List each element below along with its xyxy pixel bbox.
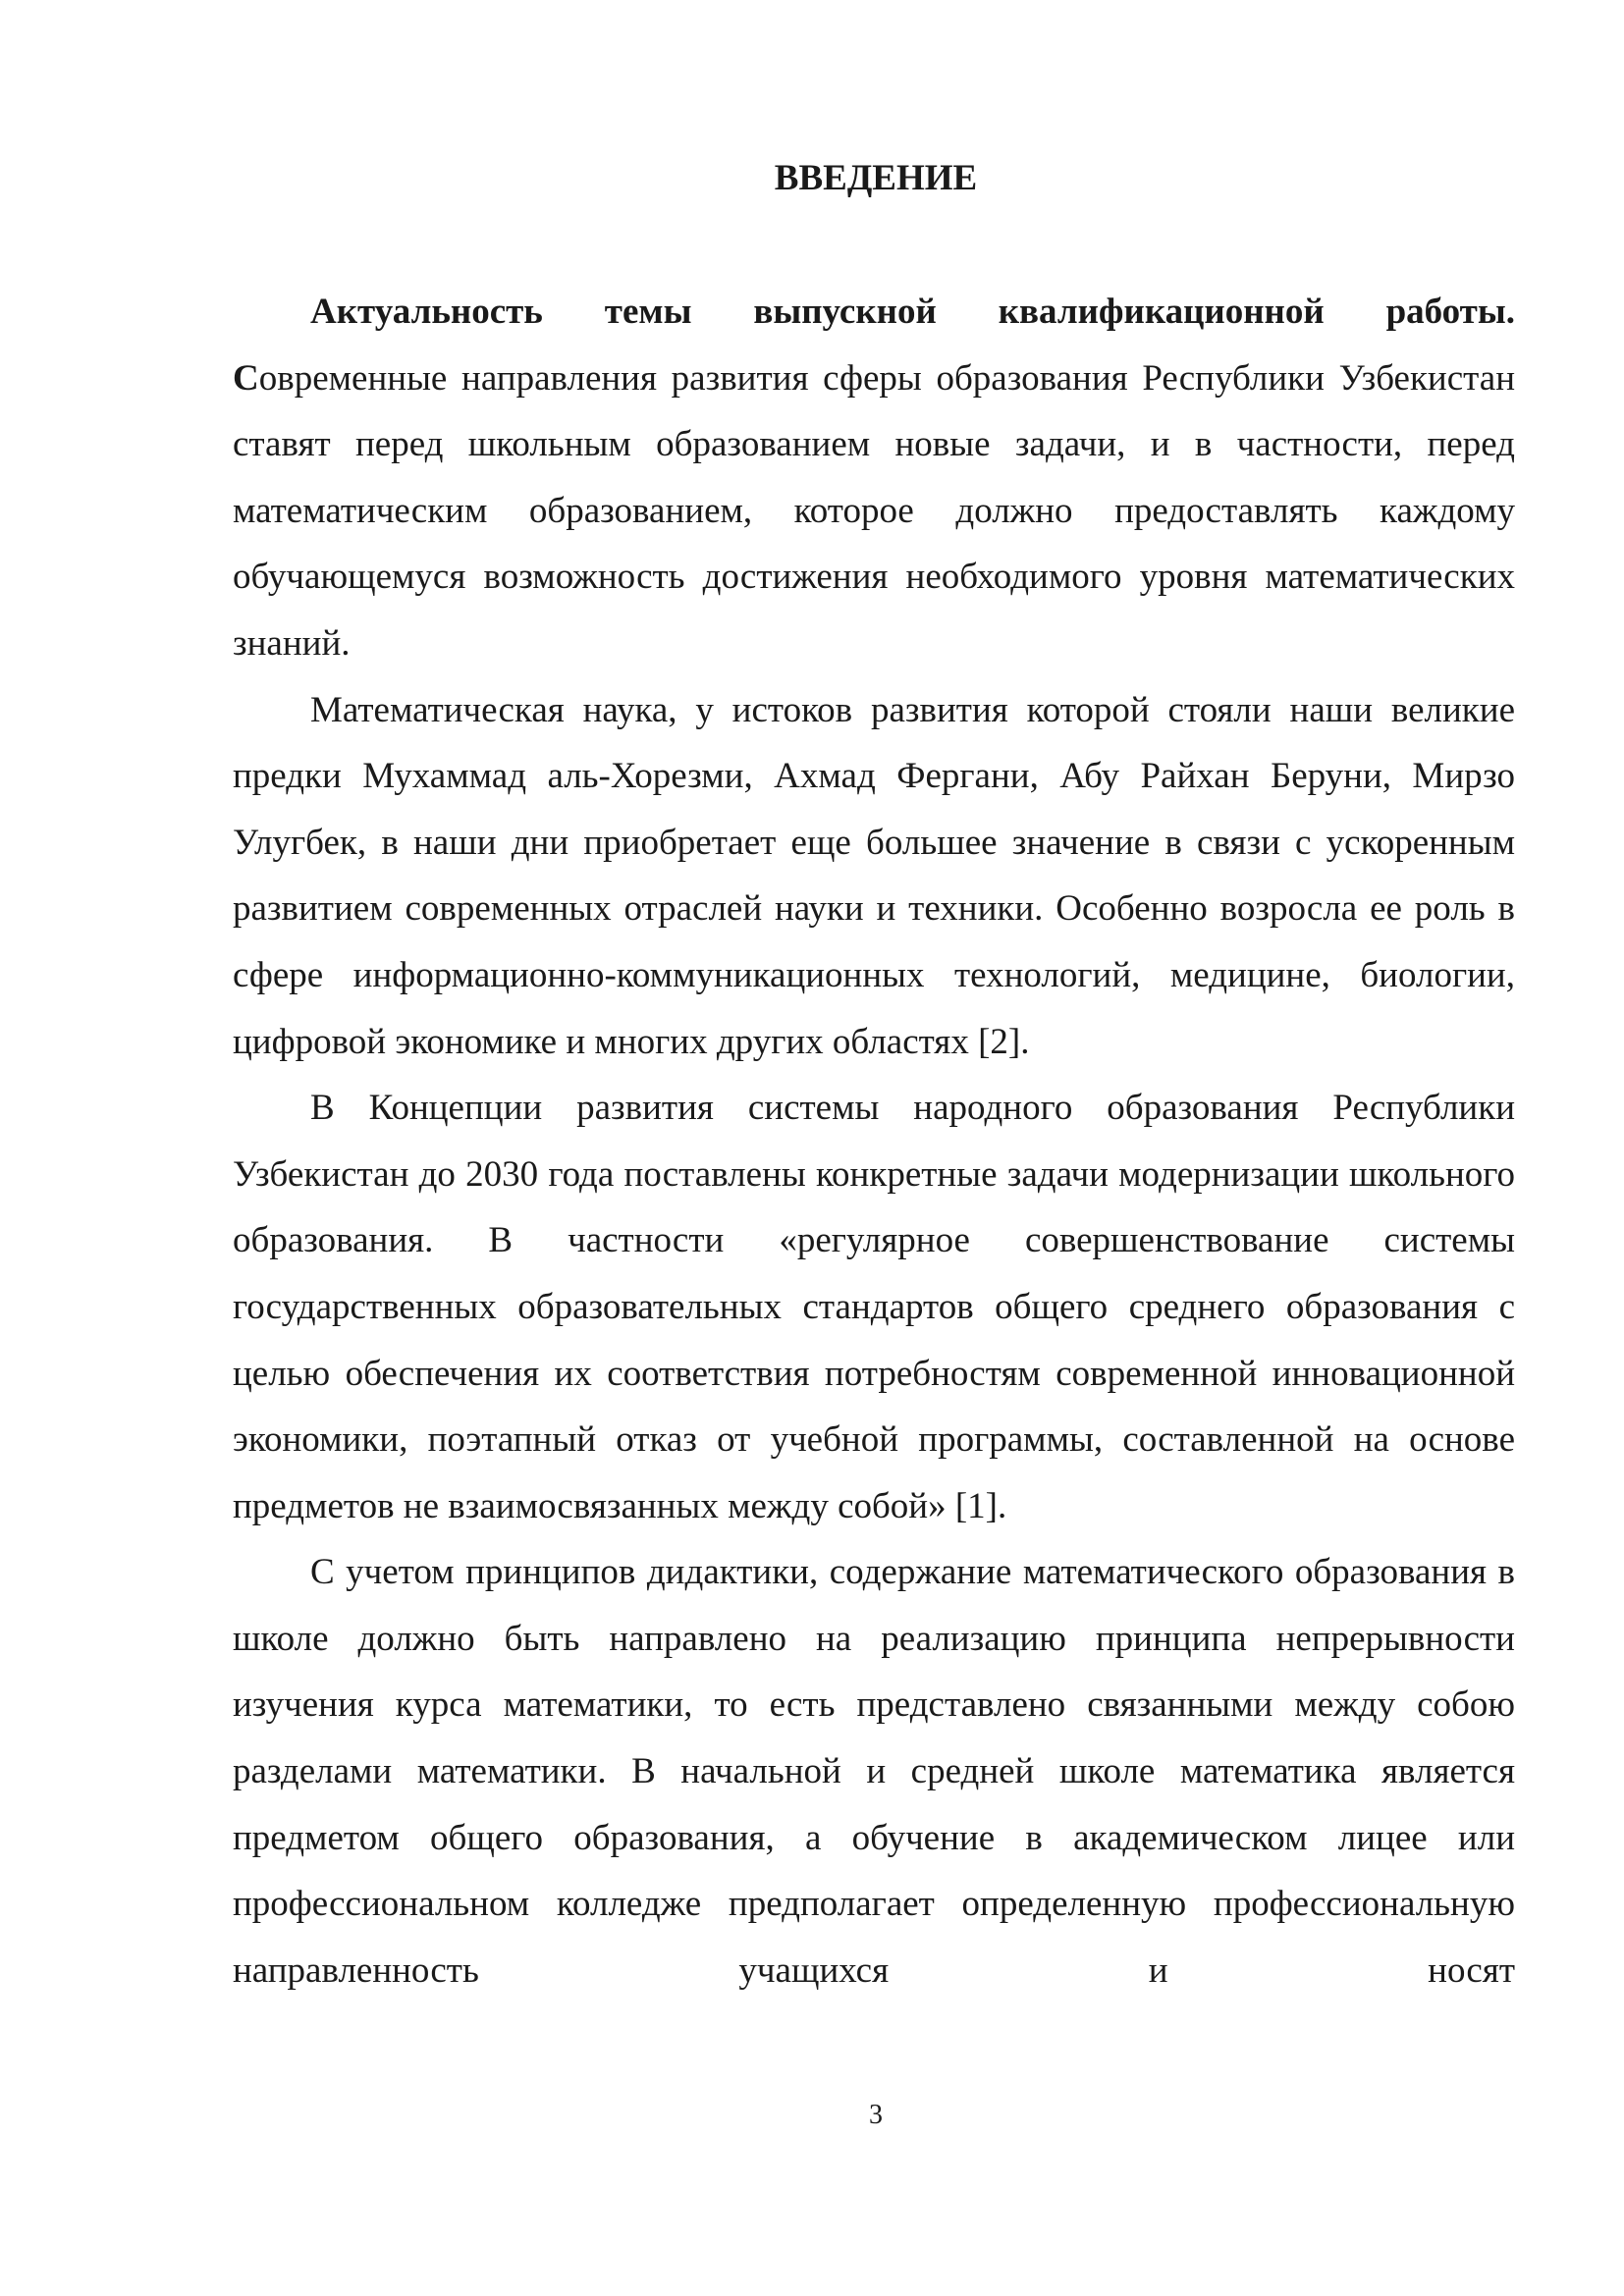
relevance-lead: Актуальность темы выпускной квалификационной работы.: [310, 292, 1515, 332]
paragraph-didactics: С учетом принципов дидактики, содержание математического образования в школе должно быть направлено на реализацию принципа непрерывности изучения курса математики, то есть представлено связанными между собою разделами математики. В начальной и средней школе математика является предметом общего образования, а обучение в академическом лицее или профессиональном колледже предполагает определенную профессиональную направленность учащихся и носят: [233, 1552, 1515, 1991]
paragraph-concept: В Концепции развития системы народного образования Республики Узбекистан до 2030 года поставлены конкретные задачи модернизации школьного образования. В частности «регулярное совершенствование системы государственных образовательных стандартов общего среднего образования с целью обеспечения их соответствия потребностям современной инновационной экономики, поэтапный отказ от учебной программы, составленной на основе предметов не взаимосвязанных между собой» [1].: [233, 1088, 1515, 1526]
relevance-first-letter: С: [233, 357, 259, 399]
relevance-text: овременные направления развития сферы образования Республики Узбекистан ставят перед школьным образованием новые задачи, и в частности, перед математическим образованием, которое должно предоставлять каждому обучающемуся возможность достижения необходимого уровня математических знаний.: [233, 357, 1515, 664]
section-heading: ВВЕДЕНИЕ: [774, 158, 978, 198]
page-number: 3: [869, 2100, 883, 2130]
paragraph-relevance: [233, 279, 1515, 677]
paragraph-math-science: Математическая наука, у истоков развития которой стояли наши великие предки Мухаммад аль-Хорезми, Ахмад Фергани, Абу Райхан Беруни, Мирзо Улугбек, в наши дни приобретает еще большее значение в связи с ускоренным развитием современных отраслей науки и техники. Особенно возросла ее роль в сфере информационно-коммуникационных технологий, медицине, биологии, цифровой экономике и многих других областях [2].: [233, 689, 1515, 1062]
body-text: [233, 279, 1515, 2003]
